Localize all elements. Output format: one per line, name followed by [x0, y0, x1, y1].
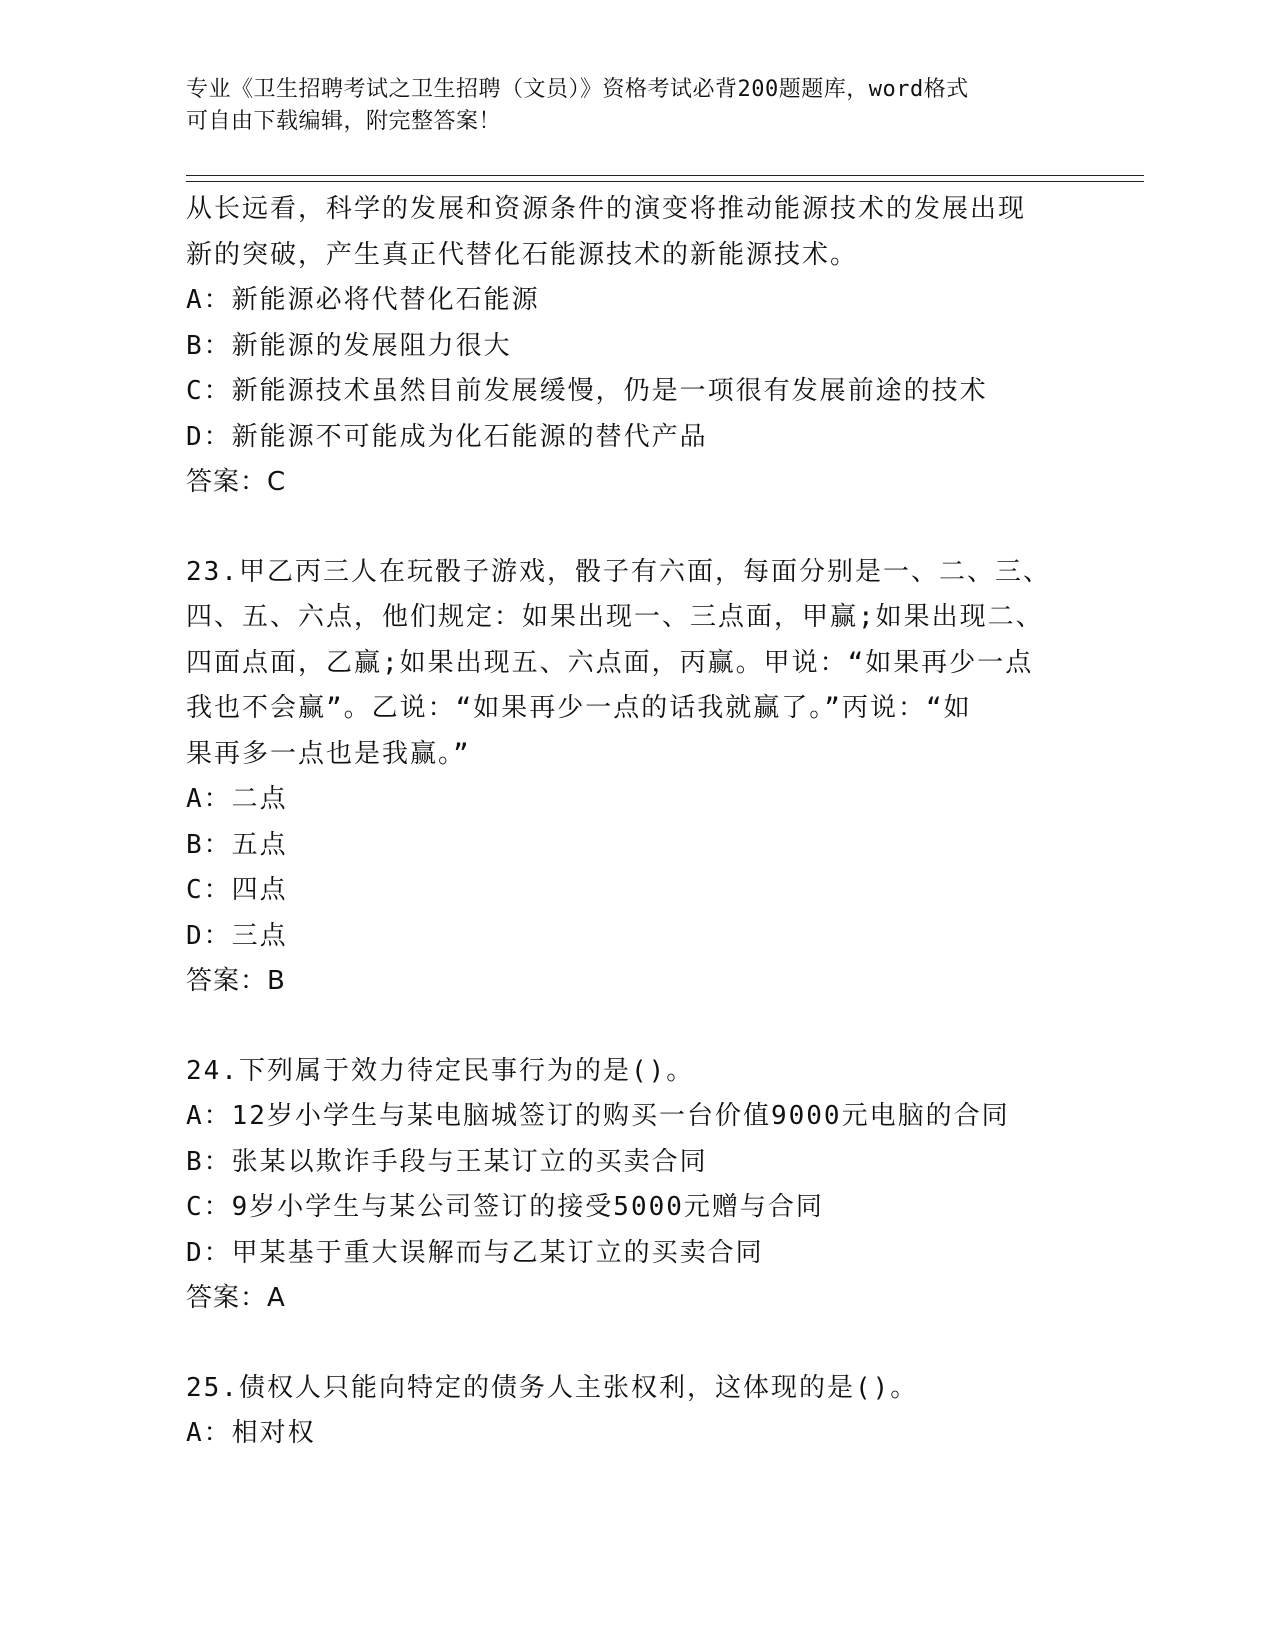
question-25 [186, 1366, 1086, 1457]
option-b: B：张某以欺诈手段与王某订立的买卖合同 [186, 1146, 708, 1177]
document-header [186, 74, 1066, 138]
option-a: A：二点 [186, 784, 288, 814]
option-a: A：12岁小学生与某电脑城签订的购买一台价值9000元电脑的合同 [186, 1101, 1010, 1131]
option-a: A：新能源必将代替化石能源 [186, 285, 540, 315]
question-stem-line: 从长远看，科学的发展和资源条件的演变将推动能源技术的发展出现 [186, 194, 1027, 224]
option-c: C：新能源技术虽然目前发展缓慢，仍是一项很有发展前途的技术 [186, 376, 988, 406]
question-gap [186, 1322, 1086, 1366]
answer-line: 答案：C [186, 467, 287, 497]
answer-line: 答案：B [186, 966, 286, 996]
question-gap [186, 506, 1086, 550]
question-stem-line: 23.甲乙丙三人在玩骰子游戏，骰子有六面，每面分别是一、二、三、 [186, 556, 1051, 587]
question-content [186, 187, 1086, 1457]
header-divider-bottom [186, 181, 1144, 182]
question-24 [186, 1049, 1086, 1322]
option-c: C：四点 [186, 875, 288, 905]
option-d: D：甲某基于重大误解而与乙某订立的买卖合同 [186, 1237, 764, 1268]
option-b: B：新能源的发展阻力很大 [186, 330, 512, 361]
question-stem-line: 四面点面，乙赢;如果出现五、六点面，丙赢。甲说：“如果再少一点 [186, 647, 1034, 678]
option-a: A：相对权 [186, 1418, 316, 1448]
question-stem-line: 24.下列属于效力待定民事行为的是()。 [186, 1055, 695, 1086]
question-23 [186, 550, 1086, 1005]
option-b: B：五点 [186, 829, 288, 860]
option-c: C：9岁小学生与某公司签订的接受5000元赠与合同 [186, 1192, 824, 1222]
question-gap [186, 1005, 1086, 1049]
answer-line: 答案：A [186, 1283, 286, 1313]
question-stem-line: 我也不会赢”。乙说：“如果再少一点的话我就赢了。”丙说：“如 [186, 693, 972, 723]
question-22 [186, 187, 1086, 506]
header-line-2: 可自由下载编辑，附完整答案！ [186, 109, 502, 134]
question-stem-line: 果再多一点也是我赢。” [186, 738, 471, 769]
question-stem-line: 25.债权人只能向特定的债务人主张权利，这体现的是()。 [186, 1372, 919, 1403]
question-stem-line: 四、五、六点，他们规定：如果出现一、三点面，甲赢;如果出现二、 [186, 602, 1044, 632]
question-stem-line: 新的突破，产生真正代替化石能源技术的新能源技术。 [186, 239, 859, 270]
option-d: D：三点 [186, 920, 288, 951]
header-divider-top [186, 175, 1144, 176]
option-d: D：新能源不可能成为化石能源的替代产品 [186, 421, 708, 452]
header-line-1: 专业《卫生招聘考试之卫生招聘（文员）》资格考试必背200题题库，word格式 [186, 77, 969, 102]
